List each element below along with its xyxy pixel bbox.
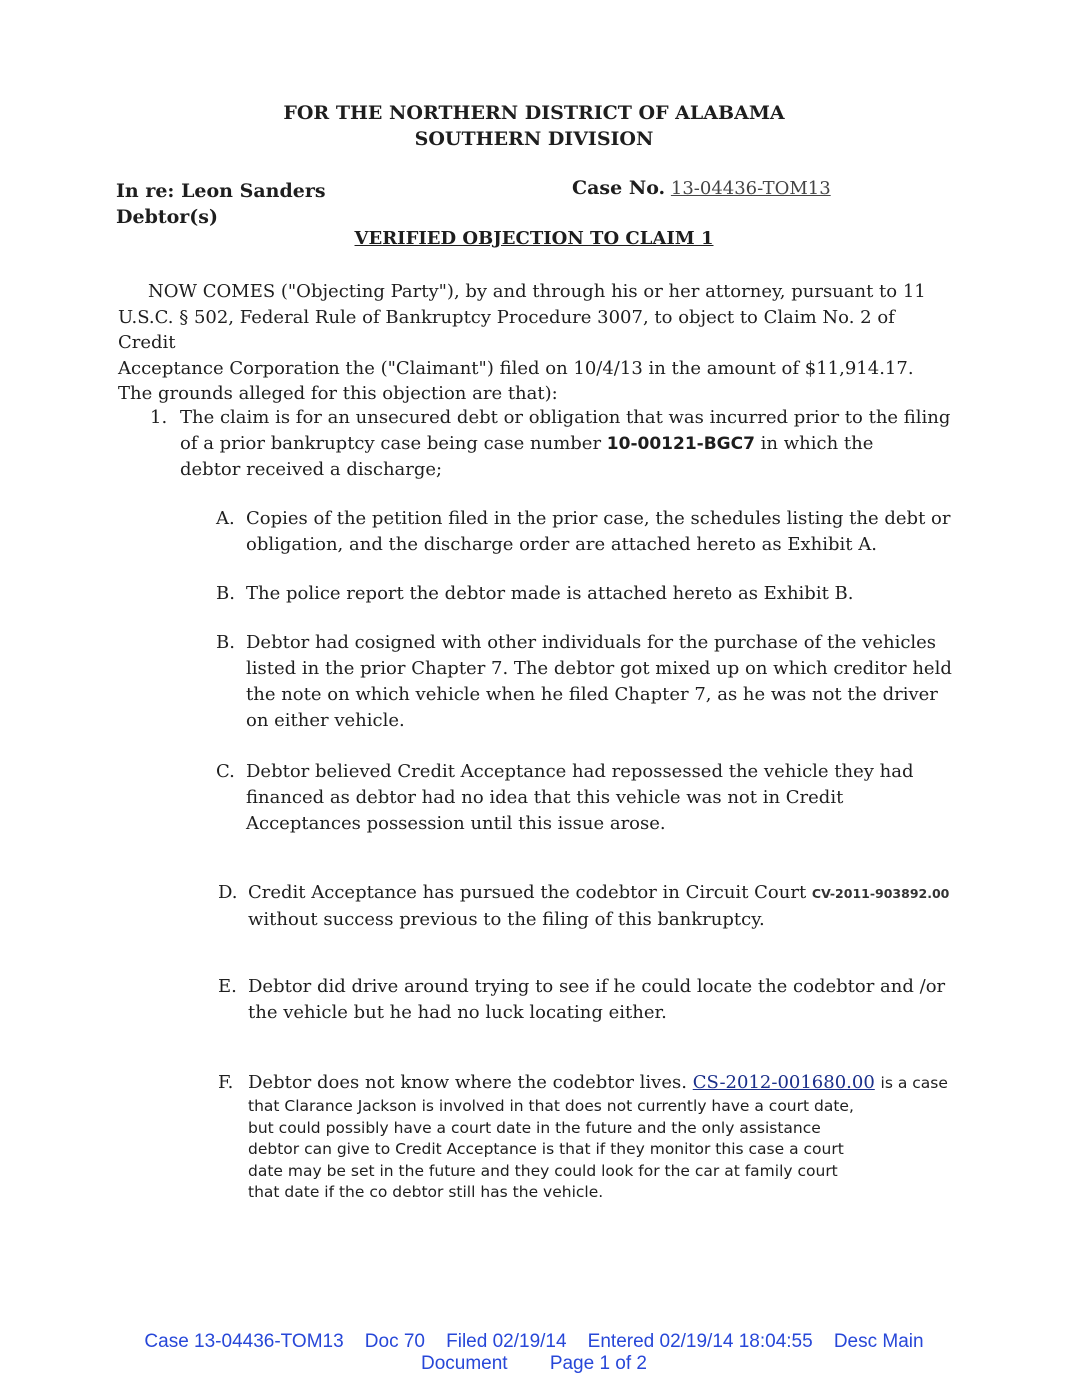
case-number-line [572, 177, 831, 199]
sub-item-e [218, 974, 958, 1026]
intro-line: Acceptance Corporation the ("Claimant") filed on 10/4/13 in the amount of $11,914.17. [118, 357, 914, 379]
sub-item-f [218, 1070, 963, 1204]
footer-doc: Doc 70 [364, 1331, 425, 1352]
item-line: the note on which vehicle when he filed Chapter 7, as he was not the driver [246, 684, 938, 705]
intro-line: U.S.C. § 502, Federal Rule of Bankruptcy Procedure 3007, to object to Claim No. 2 of Credit [118, 306, 895, 353]
sub-item-b-police-report [216, 581, 956, 607]
sub-item-b-cosigned [216, 630, 956, 734]
item-line: but could possibly have a court date in the future and the only assistance [248, 1118, 821, 1137]
item-line: Credit Acceptance has pursued the codebtor in Circuit Court [248, 882, 807, 903]
footer-entered: Entered 02/19/14 18:04:55 [587, 1331, 813, 1352]
prior-case-number: 10-00121-BGC7 [606, 434, 755, 454]
item-line: Debtor had cosigned with other individuals for the purchase of the vehicles [246, 632, 937, 653]
item-line: on either vehicle. [246, 710, 405, 731]
item-line: Debtor does not know where the codebtor lives. [248, 1072, 687, 1093]
item-line: obligation, and the discharge order are attached hereto as Exhibit A. [246, 534, 877, 555]
court-division: SOUTHERN DIVISION [414, 128, 654, 150]
item-line: the vehicle but he had no luck locating either. [248, 1002, 667, 1023]
sub-item-a [216, 506, 956, 558]
item-line: is a case [880, 1074, 948, 1092]
item-line: The police report the debtor made is attached hereto as Exhibit B. [246, 583, 854, 604]
item-line: of a prior bankruptcy case being case number [180, 433, 602, 454]
item-line: date may be set in the future and they could look for the car at family court [248, 1161, 838, 1180]
item-line: debtor received a discharge; [180, 459, 443, 480]
item-marker: E. [218, 976, 237, 997]
item-line: Debtor believed Credit Acceptance had repossessed the vehicle they had [246, 761, 914, 782]
item-marker: F. [218, 1072, 234, 1093]
circuit-court-case-number: CV-2011-903892.00 [811, 886, 950, 901]
item-marker: A. [216, 508, 235, 529]
item-marker: B. [216, 632, 235, 653]
intro-line: NOW COMES ("Objecting Party"), by and through his or her attorney, pursuant to 11 [148, 281, 926, 302]
family-court-case-link[interactable]: CS-2012-001680.00 [692, 1072, 875, 1093]
objection-ground-1 [150, 405, 960, 483]
item-marker: B. [216, 583, 235, 604]
footer-desc: Desc Main [833, 1331, 924, 1352]
item-marker: D. [218, 882, 238, 903]
sub-item-d [218, 880, 958, 933]
docket-footer [0, 1331, 1068, 1375]
item-marker: 1. [150, 407, 168, 428]
case-number: 13-04436-TOM13 [670, 178, 831, 199]
footer-document: Document [420, 1353, 508, 1374]
item-line: in which the [760, 433, 874, 454]
item-line: The claim is for an unsecured debt or obligation that was incurred prior to the filing [180, 407, 951, 428]
footer-page: Page 1 of 2 [549, 1353, 648, 1374]
item-marker: C. [216, 761, 235, 782]
item-line: Debtor did drive around trying to see if he could locate the codebtor and /or [248, 976, 946, 997]
case-label: Case No. [572, 177, 666, 199]
sub-item-c [216, 759, 956, 837]
court-district: FOR THE NORTHERN DISTRICT OF ALABAMA [283, 102, 785, 124]
item-line: without success previous to the filing of this bankruptcy. [248, 909, 765, 930]
item-line: that Clarance Jackson is involved in that does not currently have a court date, [248, 1097, 854, 1115]
footer-case: Case 13-04436-TOM13 [144, 1331, 344, 1352]
item-line: financed as debtor had no idea that this vehicle was not in Credit [246, 787, 844, 808]
intro-line: The grounds alleged for this objection are that): [118, 383, 558, 404]
item-line: Acceptances possession until this issue arose. [246, 813, 666, 834]
debtor-label: Debtor(s) [116, 206, 218, 228]
intro-paragraph [118, 279, 958, 407]
item-line: that date if the co debtor still has the vehicle. [248, 1183, 604, 1201]
in-re-label: In re: [116, 180, 175, 202]
debtor-name: Leon Sanders [181, 180, 326, 202]
in-re-line [116, 180, 326, 202]
footer-filed: Filed 02/19/14 [446, 1331, 567, 1352]
item-line: listed in the prior Chapter 7. The debtor got mixed up on which creditor held [246, 658, 952, 679]
document-title: VERIFIED OBJECTION TO CLAIM 1 [354, 228, 714, 249]
item-line: debtor can give to Credit Acceptance is that if they monitor this case a court [248, 1140, 844, 1158]
item-line: Copies of the petition filed in the prior case, the schedules listing the debt or [246, 508, 951, 529]
